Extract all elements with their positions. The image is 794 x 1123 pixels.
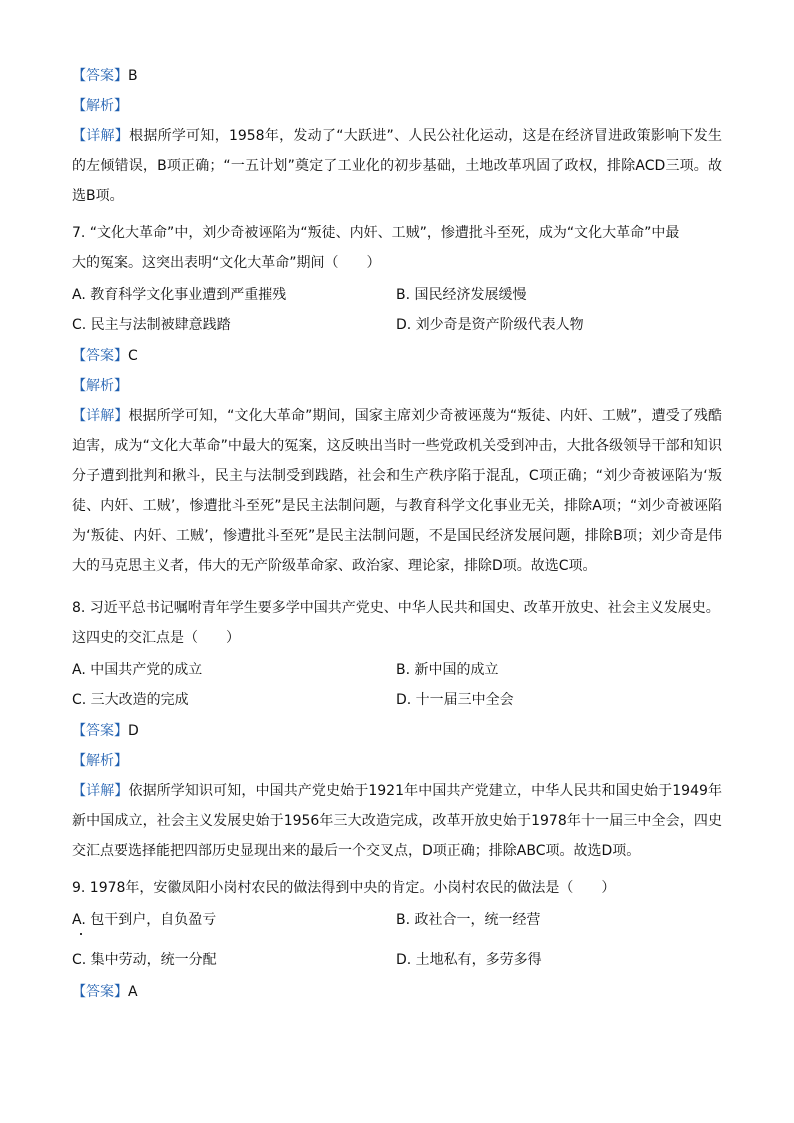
q7-option-c: C. 民主与法制被肆意践踏 <box>72 317 231 333</box>
q9-answer-line <box>72 982 138 1002</box>
q8-stem-line1: 8. 习近平总书记嘱咐青年学生要多学中国共产党史、中华人民共和国史、改革开放史、社会主义发展史。 <box>72 600 720 616</box>
answer-label: 【答案】 <box>72 68 128 84</box>
q7-option-d: D. 刘少奇是资产阶级代表人物 <box>396 317 584 333</box>
q7-explanation <box>72 401 723 574</box>
q7-analysis-label: 【解析】 <box>72 378 128 394</box>
q8-option-d: D. 十一届三中全会 <box>396 692 514 708</box>
q6-answer-line <box>72 66 138 86</box>
q8-explanation-text: 依据所学知识可知，中国共产党史始于1921年中国共产党建立，中华人民共和国史始于1949年新中国成立，社会主义发展史始于1956年三大改造完成，改革开放史始于1978年十一届三中全会，四史交汇点要选择能把四部历史显现出来的最后一个交叉点，D项正确；排除ABC项。故选D项。 <box>72 783 722 859</box>
answer-label: 【答案】 <box>72 984 128 1000</box>
q9-option-b: B. 政社合一，统一经营 <box>396 912 541 928</box>
stray-dot <box>80 933 82 935</box>
q9-option-a: A. 包干到户，自负盈亏 <box>72 912 217 928</box>
detail-label: 【详解】 <box>72 128 130 144</box>
q7-option-a: A. 教育科学文化事业遭到严重摧残 <box>72 287 287 303</box>
q6-explanation-text: 根据所学可知，1958年，发动了“大跃进”、人民公社化运动，这是在经济冒进政策影响下发生的左倾错误，B项正确；“一五计划”奠定了工业化的初步基础，土地改革巩固了政权，排除ACD三项。故选B项。 <box>72 128 722 204</box>
q8-stem-line2: 这四史的交汇点是（ ） <box>72 630 240 646</box>
q8-answer-line <box>72 721 139 741</box>
answer-label: 【答案】 <box>72 723 128 739</box>
q6-answer-value: B <box>128 68 138 84</box>
q7-option-b: B. 国民经济发展缓慢 <box>396 287 527 303</box>
detail-label: 【详解】 <box>72 783 129 799</box>
q9-option-d: D. 土地私有，多劳多得 <box>396 952 542 968</box>
detail-label: 【详解】 <box>72 408 129 424</box>
q9-option-c: C. 集中劳动，统一分配 <box>72 952 217 968</box>
q7-explanation-text: 根据所学可知，“文化大革命”期间，国家主席刘少奇被诬蔑为“叛徒、内奸、工贼”，遭受了残酷迫害，成为“文化大革命”中最大的冤案，这反映出当时一些党政机关受到冲击，大批各级领导干部和知识分子遭到批判和揪斗，民主与法制受到践踏，社会和生产秩序陷于混乱，C项正确；“刘少奇被诬陷为‘叛徒、内奸、工贼’，惨遭批斗至死”是民主法制问题，与教育科学文化事业无关，排除A项；“刘少奇被诬陷为‘叛徒、内奸、工贼’，惨遭批斗至死”是民主法制问题，不是国民经济发展问题，排除B项；刘少奇是伟大的马克思主义者，伟大的无产阶级革命家、政治家、理论家，排除D项。故选C项。 <box>72 408 723 574</box>
q6-analysis-label: 【解析】 <box>72 98 128 114</box>
q6-explanation <box>72 121 722 204</box>
q9-answer-value: A <box>128 984 138 1000</box>
q8-option-a: A. 中国共产党的成立 <box>72 662 203 678</box>
q8-answer-value: D <box>128 723 139 739</box>
q8-analysis-label: 【解析】 <box>72 753 128 769</box>
q8-explanation <box>72 776 722 866</box>
q7-stem-line1: 7. “文化大革命”中，刘少奇被诬陷为“叛徒、内奸、工贼”，惨遭批斗至死，成为“文化大革命”中最 <box>72 225 680 241</box>
q9-stem-line1: 9. 1978年，安徽凤阳小岗村农民的做法得到中央的肯定。小岗村农民的做法是（ ） <box>72 880 616 896</box>
q7-answer-value: C <box>128 348 138 364</box>
q7-stem-line2: 大的冤案。这突出表明“文化大革命”期间（ ） <box>72 255 381 271</box>
answer-label: 【答案】 <box>72 348 128 364</box>
q7-answer-line <box>72 346 138 366</box>
q8-option-b: B. 新中国的成立 <box>396 662 499 678</box>
q8-option-c: C. 三大改造的完成 <box>72 692 189 708</box>
